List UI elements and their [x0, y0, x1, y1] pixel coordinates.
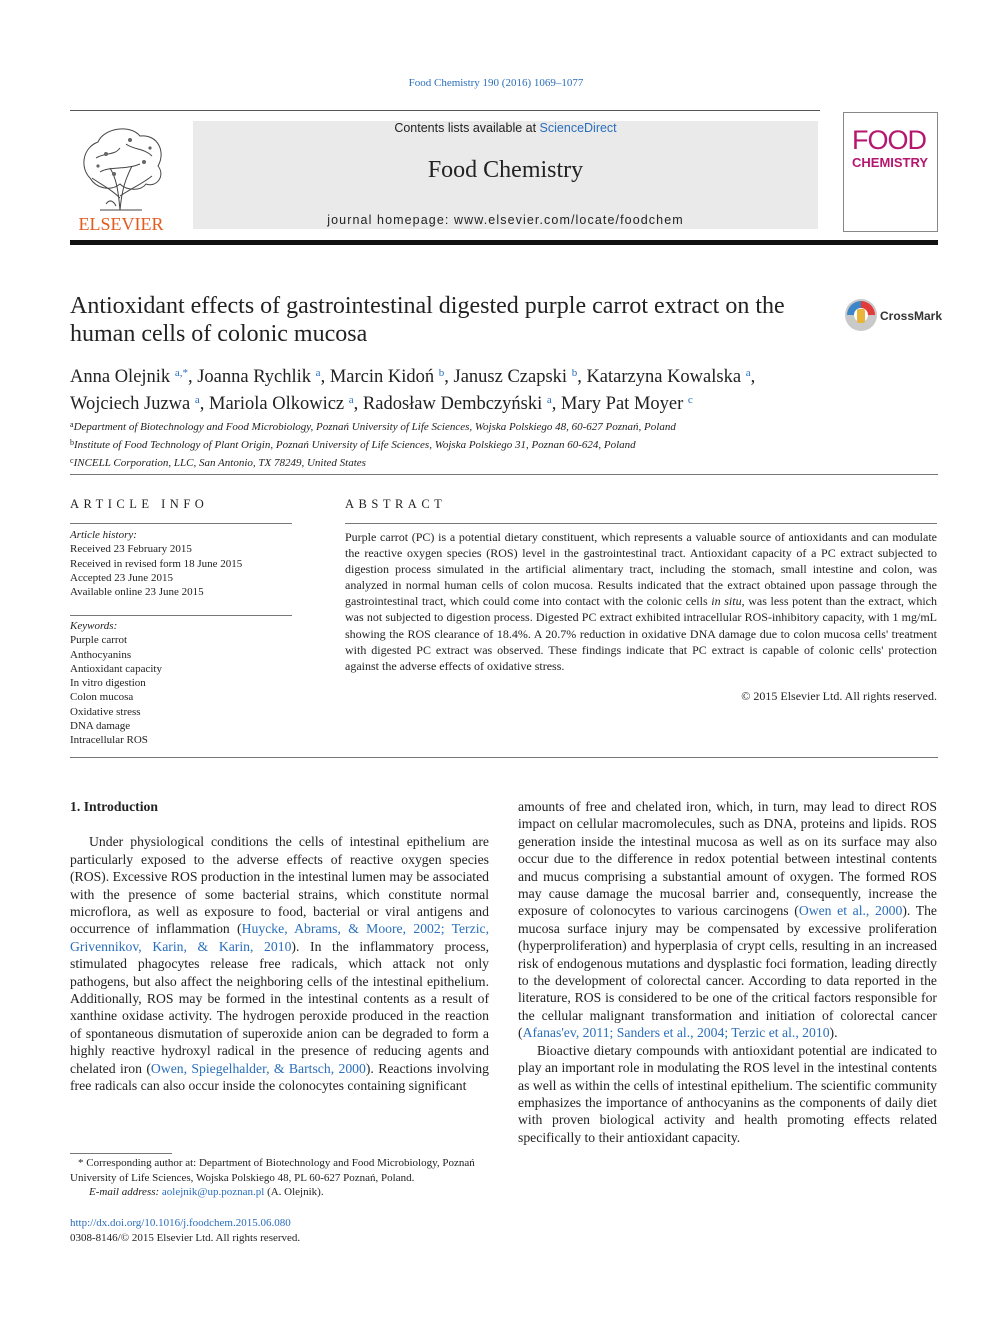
author-affiliation-marker[interactable]: a [546, 394, 552, 406]
author-name[interactable]: Janusz Czapski [453, 367, 568, 387]
affiliation-text: Institute of Food Technology of Plant Origin, Poznań University of Life Sciences, Wojska Polskiego 31, Poznan 60-624, Poland [74, 439, 636, 451]
affiliation-key: a [70, 420, 74, 429]
article-title: Antioxidant effects of gastrointestinal digested purple carrot extract on the human cells of colonic mucosa [70, 293, 785, 347]
article-info-heading: ARTICLE INFO [70, 497, 209, 511]
history-list [70, 542, 292, 599]
author-affiliation-marker[interactable]: a,* [174, 367, 188, 379]
author-affiliation-marker[interactable]: b [571, 367, 578, 379]
author-separator: , [320, 367, 330, 387]
affiliation-key: b [70, 438, 74, 447]
history-entry: Available online 23 June 2015 [70, 586, 204, 599]
keyword: Purple carrot [70, 634, 128, 647]
footnote-rule [70, 1153, 172, 1154]
author-name[interactable]: Joanna Rychlik [197, 367, 312, 387]
doi-block [70, 1216, 300, 1245]
author-separator: , [353, 394, 363, 414]
journal-homepage[interactable]: journal homepage: www.elsevier.com/locate/foodchem [327, 213, 684, 227]
divider [70, 615, 292, 616]
author-affiliation-marker[interactable]: a [745, 367, 751, 379]
affiliation [70, 435, 940, 453]
journal-cover-thumbnail[interactable] [843, 112, 938, 232]
keyword: Oxidative stress [70, 705, 141, 718]
author-separator: , [187, 367, 198, 387]
keyword: DNA damage [70, 720, 131, 733]
keywords [70, 619, 292, 748]
history-label: Article history: [70, 529, 137, 541]
citation-link[interactable]: Owen et al., 2000 [798, 903, 903, 919]
author-name[interactable]: Wojciech Juzwa [70, 394, 191, 414]
crossmark-label[interactable]: CrossMark [880, 309, 943, 323]
keyword: In vitro digestion [70, 677, 146, 690]
author-affiliation-marker[interactable]: a [348, 394, 354, 406]
author-separator: , [750, 367, 756, 387]
issn-line: 0308-8146/© 2015 Elsevier Ltd. All rights reserved. [70, 1231, 301, 1244]
author-name[interactable]: Radosław Dembczyński [362, 394, 543, 414]
elsevier-logo [70, 118, 172, 236]
citation-link[interactable]: Huycke, Abrams, & Moore, 2002; Terzic, Grivennikov, Karin, & Karin, 2010 [70, 921, 489, 954]
cover-title-food: FOOD [852, 125, 926, 155]
author-separator: , [199, 394, 210, 414]
divider [345, 523, 937, 524]
body-paragraph: amounts of free and chelated iron, which, in turn, may lead to direct ROS impact on cellular macromolecules, such as DNA, proteins and lipids. ROS generation inside the intestinal mucosa as well as on its surface may also occur due to the difference in redox potential between intestinal contents and mucus comprising a substantial amount of oxygen. The formed ROS may cause damage the mucosal barrier and, consequently, increase the exposure of colonocytes to various carcinogens (Owen et al., 2000). The mucosa surface injury may be compensated by excessive proliferation (hyperproliferation) and hyperplasia of crypt cells, resulting in an increased risk of endogenous mutations and dysplastic foci formation, leading directly to the development of colorectal cancer. According to data reported in the literature, ROS is considered to be one of the critical factors responsible for the cellular malignant transformation and initiation of colorectal cancer (Afanas'ev, 2011; Sanders et al., 2004; Terzic et al., 2010). [518, 799, 937, 1041]
citation-link[interactable]: Owen, Spiegelhalder, & Bartsch, 2000 [150, 1060, 366, 1076]
divider [70, 474, 938, 475]
keyword: Antioxidant capacity [70, 662, 162, 675]
author-separator: , [444, 367, 454, 387]
author-name[interactable]: Anna Olejnik [70, 367, 171, 387]
abstract-heading: ABSTRACT [345, 497, 447, 511]
author-separator: , [577, 367, 587, 387]
keywords-label: Keywords: [70, 620, 118, 632]
keyword-list [70, 633, 292, 747]
doi-link[interactable]: http://dx.doi.org/10.1016/j.foodchem.2015.06.080 [70, 1217, 291, 1229]
abstract-text: Purple carrot (PC) is a potential dietary constituent, which represents a valuable source of antioxidants and can modulate the reactive oxygen species (ROS) level in the gastrointestinal tract. Antioxidant capacity of a PC extract subjected to digestion process simulated in the artificial alimentary tract, including the stomach, small intestine and colon, was analyzed in normal human cells of colon mucosa. Results indicated that the extract obtained upon passage through the gastrointestinal tract, which could come into contact with the colonic cells in situ, was less potent than the extract, which was not subjected to digestion process. Digested PC extract exhibited intracellular ROS-inhibitory capacity, with 1 mg/mL showing the ROS clearance of 18.4%. A 20.7% reduction in oxidative DNA damage due to colon mucosa cells' treatment with digested PC extract was observed. These findings indicate that PC extract is capable of colonic cells' protection against the adverse effects of oxidative stress. [345, 530, 937, 673]
author-affiliation-marker[interactable]: c [687, 394, 693, 406]
affiliation [70, 417, 940, 435]
history-entry: Received 23 February 2015 [70, 543, 192, 556]
author-name[interactable]: Mariola Olkowicz [209, 394, 345, 414]
sciencedirect-link[interactable]: ScienceDirect [539, 121, 617, 135]
elsevier-wordmark: ELSEVIER [78, 214, 164, 234]
affiliation-text: INCELL Corporation, LLC, San Antonio, TX 78249, United States [73, 457, 366, 469]
corresponding-author-footnote: * Corresponding author at: Department of Biotechnology and Food Microbiology, Poznań University of Life Sciences, Wojska Polskiego 48, PL 60-627 Poznań, Poland. E-mail address: aolejnik@up.poznan.pl (A. Olejnik). [70, 1157, 475, 1198]
abstract-copyright: © 2015 Elsevier Ltd. All rights reserved. [741, 689, 937, 703]
header-bottom-rule [70, 240, 938, 245]
keyword: Anthocyanins [70, 648, 132, 661]
cover-title-chemistry: CHEMISTRY [852, 155, 929, 170]
header-top-rule [70, 110, 820, 111]
journal-name: Food Chemistry [427, 157, 584, 183]
author-name[interactable]: Mary Pat Moyer [560, 394, 684, 414]
author-name[interactable]: Katarzyna Kowalska [586, 367, 742, 387]
divider [70, 757, 938, 758]
contents-line: Contents lists available at ScienceDirect [394, 121, 617, 135]
journal-citation-link[interactable]: Food Chemistry 190 (2016) 1069–1077 [408, 77, 584, 89]
keyword: Intracellular ROS [70, 734, 148, 747]
body-column-left [70, 798, 489, 1095]
affiliation-list [70, 417, 940, 471]
divider [70, 523, 292, 524]
history-entry: Accepted 23 June 2015 [70, 571, 173, 584]
affiliation-key: c [70, 456, 74, 465]
author-list [70, 362, 940, 416]
author-email-link[interactable]: aolejnik@up.poznan.pl [161, 1186, 265, 1198]
body-paragraph: Under physiological conditions the cells of intestinal epithelium are particularly exposed to the adverse effects of reactive oxygen species (ROS). Excessive ROS production in the intestinal lumen may be associated with the presence of some bacterial strains, which constitute normal microflora, as well as exposure to food, bacterial or viral antigens and occurrence of inflammation (Huycke, Abrams, & Moore, 2002; Terzic, Grivennikov, Karin, & Karin, 2010). In the inflammatory process, stimulated phagocytes release free radicals, which attack not only pathogens, but also affect the neighboring cells of the intestinal epithelium. Additionally, ROS may be formed in the intestinal contents as a result of xanthine oxidase activity. The hydrogen peroxide produced in the reaction of spontaneous dismutation of superoxide anion can be degraded to form a highly reactive hydroxyl radical in the presence of reducing agents and chelated iron (Owen, Spiegelhalder, & Bartsch, 2000). Reactions involving free radicals can also occur inside the colonocytes containing significant [70, 834, 489, 1094]
body-paragraph: Bioactive dietary compounds with antioxidant potential are indicated to play an important role in modulating the ROS level in the intestinal contents as well as within the cells of intestinal epithelium. The scientific community emphasizes the importance of anthocyanins as the components of daily diet with proven biological activity and health promoting effects related specifically to their antioxidant capacity. [518, 1042, 937, 1145]
author-name[interactable]: Marcin Kidoń [329, 367, 435, 387]
affiliation [70, 453, 940, 471]
keyword: Colon mucosa [70, 691, 134, 704]
affiliation-text: Department of Biotechnology and Food Microbiology, Poznań University of Life Sciences, Wojska Polskiego 48, 60-627 Poznań, Poland [73, 421, 676, 433]
article-history [70, 528, 292, 599]
citation-link[interactable]: Afanas'ev, 2011; Sanders et al., 2004; Terzic et al., 2010 [522, 1025, 830, 1041]
author-affiliation-marker[interactable]: a [194, 394, 200, 406]
section-title: 1. Introduction [70, 799, 158, 814]
author-affiliation-marker[interactable]: b [438, 367, 445, 379]
author-separator: , [551, 394, 561, 414]
author-affiliation-marker[interactable]: a [315, 367, 321, 379]
history-entry: Received in revised form 18 June 2015 [70, 557, 243, 570]
body-column-right [518, 798, 937, 1146]
